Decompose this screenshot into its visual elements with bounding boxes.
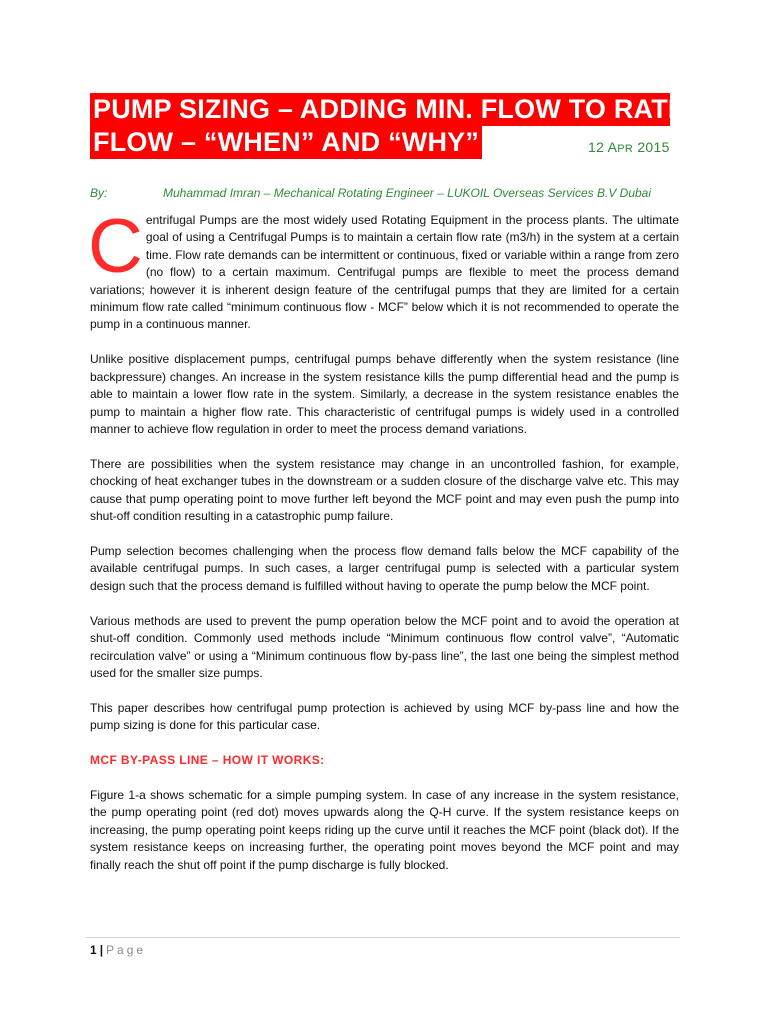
article-body bbox=[88, 204, 679, 892]
paragraph-3: There are possibilities when the system resistance may change in an uncontrolled fashion, for example, chocking of heat exchanger tubes in the downstream or a sudden closure of the discharge valve etc. This may cause that pump operating point to move further left beyond the MCF point and may even push the pump into shut-off condition resulting in a catastrophic pump failure. bbox=[90, 456, 679, 524]
page-label: Page bbox=[106, 943, 147, 957]
date-month: APR bbox=[607, 139, 634, 155]
title-line-1: PUMP SIZING – ADDING MIN. FLOW TO RATED bbox=[90, 93, 670, 126]
paragraph-6: This paper describes how centrifugal pump protection is achieved by using MCF by-pass line and how the pump sizing is done for this particular case. bbox=[90, 700, 679, 733]
byline bbox=[90, 186, 651, 200]
paragraph-4: Pump selection becomes challenging when the process flow demand falls below the MCF capability of the available centrifugal pumps. In such cases, a larger centrifugal pump is selected with a particular system design such that the process demand is fulfilled without having to operate the pump below the MCF point. bbox=[90, 544, 679, 593]
page-number: 1 bbox=[90, 943, 97, 957]
paragraph-7: Figure 1-a shows schematic for a simple pumping system. In case of any increase in the system resistance, the pump operating point (red dot) moves upwards along the Q-H curve. If the system resistance keeps on increasing, the pump operating point keeps riding up the curve until it reaches the MCF point (black dot). If the system resistance keeps on increasing further, the operating point moves beyond the MCF point and may finally reach the shut off point if the pump discharge is fully blocked. bbox=[90, 788, 679, 872]
publication-date bbox=[588, 139, 670, 155]
footer-divider bbox=[86, 937, 680, 938]
drop-cap: C bbox=[88, 204, 143, 289]
page-footer bbox=[90, 943, 146, 957]
byline-author: Muhammad Imran – Mechanical Rotating Engineer – LUKOIL Overseas Services B.V Dubai bbox=[163, 186, 652, 200]
date-year: 2015 bbox=[637, 139, 670, 155]
title-line-2: FLOW – “WHEN” AND “WHY” bbox=[90, 126, 482, 159]
paragraph-intro-text: entrifugal Pumps are the most widely used Rotating Equipment in the process plants. The ultimate goal of using a Centrifugal Pumps is to maintain a certain flow rate (m3/h) in the system at a certain time. Flow rate demands can be intermittent or continuous, fixed or variable within a range from zero (no flow) to a certain maximum. Centrifugal pumps are flexible to meet the process demand variations; however it is inherent design feature of the centrifugal pumps that they are limited for a certain minimum flow rate called “minimum continuous flow - MCF” below which it is not recommended to operate the pump in a continuous manner. bbox=[90, 213, 679, 332]
paragraph-5: Various methods are used to prevent the pump operation below the MCF point and to avoid the operation at shut-off condition. Commonly used methods include “Minimum continuous flow control valve”, “Automatic recirculation valve” or using a “Minimum continuous flow by-pass line”, the last one being the simplest method used for the smaller size pumps. bbox=[90, 613, 679, 680]
section-heading: MCF BY-PASS LINE – HOW IT WORKS: bbox=[90, 753, 325, 768]
byline-label: By: bbox=[90, 186, 108, 200]
paragraph-intro bbox=[88, 204, 679, 334]
footer-separator: | bbox=[99, 943, 104, 957]
date-day: 12 bbox=[588, 139, 605, 155]
paragraph-2: Unlike positive displacement pumps, centrifugal pumps behave differently when the system resistance (line backpressure) changes. An increase in the system resistance kills the pump differential head and the pump is able to maintain a lower flow rate in the system. Similarly, a decrease in the system resistance enables the pump to maintain a higher flow rate. This characteristic of centrifugal pumps is widely used in a controlled manner to achieve flow regulation in order to meet the process demand variations. bbox=[90, 352, 679, 436]
